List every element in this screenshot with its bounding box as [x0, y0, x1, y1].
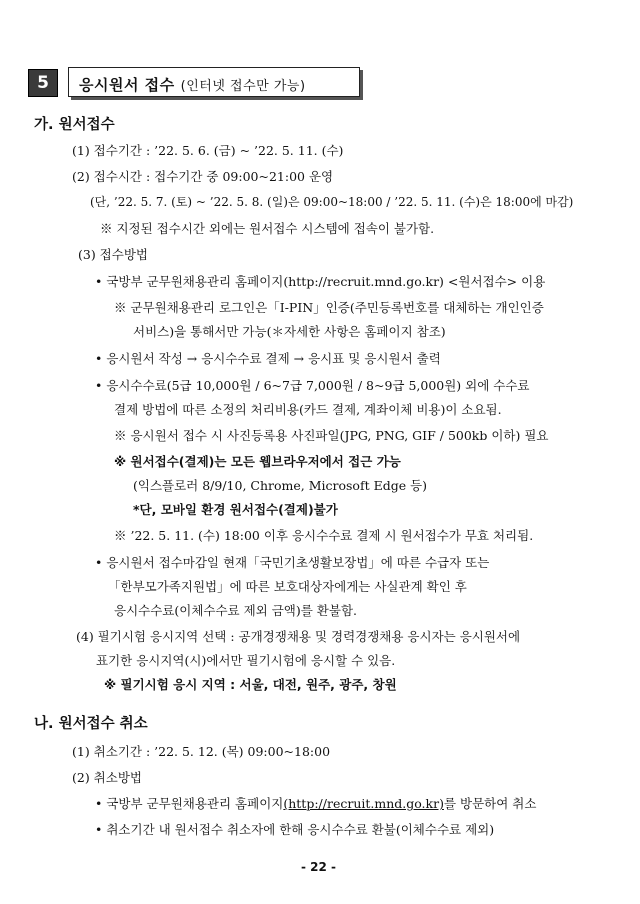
cancel-period: (1) 취소기간 : ’22. 5. 12. (목) 09:00~18:00: [72, 744, 331, 759]
section-header: [28, 66, 361, 99]
reception-hours-exception: (단, ’22. 5. 7. (토) ~ ’22. 5. 8. (일)은 09:00~18:00 / ’22. 5. 11. (수)은 18:00에 마감): [90, 195, 574, 209]
section-title-text: 응시원서 접수: [79, 76, 175, 94]
page-number: - 22 -: [301, 860, 337, 874]
method-steps: • 응시원서 작성 → 응시수수료 결제 → 응시표 및 응시원서 출력: [95, 351, 441, 366]
payment-deadline-note: ※ ’22. 5. 11. (수) 18:00 이후 응시수수료 결제 시 원서접수가 무효 처리됨.: [114, 528, 534, 543]
fee-line-2: 결제 방법에 따른 소정의 처리비용(카드 결제, 계좌이체 비용)이 소요됨.: [114, 402, 502, 417]
photo-note: ※ 응시원서 접수 시 사진등록용 사진파일(JPG, PNG, GIF / 500kb 이하) 필요: [114, 428, 549, 443]
ipin-note-2: 서비스)을 통해서만 가능(＊자세한 사항은 홈페이지 참조): [133, 324, 446, 339]
section-title: [79, 74, 306, 95]
reception-hours-note: ※ 지정된 접수시간 외에는 원서접수 시스템에 접속이 불가함.: [100, 221, 435, 236]
exam-region-line-2: 표기한 응시지역(시)에서만 필기시험에 응시할 수 있음.: [96, 653, 396, 668]
method-homepage: • 국방부 군무원채용관리 홈페이지(http://recruit.mnd.go.kr) <원서접수> 이용: [95, 274, 546, 289]
reception-method-heading: (3) 접수방법: [78, 247, 148, 262]
recruit-homepage-link[interactable]: (http://recruit.mnd.go.kr): [283, 796, 444, 811]
refund-line-1: • 응시원서 접수마감일 현재「국민기초생활보장법」에 따른 수급자 또는: [95, 555, 490, 570]
browser-list: (익스플로러 8/9/10, Chrome, Microsoft Edge 등): [133, 478, 428, 493]
cancel-homepage-text: • 국방부 군무원채용관리 홈페이지: [95, 796, 284, 811]
subsection-title-b: 나. 원서접수 취소: [34, 716, 148, 732]
section-number-badge: 5: [28, 69, 58, 97]
refund-line-3: 응시수수료(이체수수료 제외 금액)를 환불함.: [114, 603, 357, 618]
refund-line-2: 「한부모가족지원법」에 따른 보호대상자에게는 사실관계 확인 후: [108, 579, 467, 594]
section-subtitle: (인터넷 접수만 가능): [180, 79, 306, 94]
exam-region-list: ※ 필기시험 응시 지역 : 서울, 대전, 원주, 광주, 창원: [104, 677, 397, 692]
browser-note: ※ 원서접수(결제)는 모든 웹브라우저에서 접근 가능: [114, 454, 401, 469]
subsection-title-a: 가. 원서접수: [34, 117, 115, 133]
section-title-box: [68, 67, 360, 97]
cancel-homepage: [95, 794, 536, 812]
exam-region-line-1: (4) 필기시험 응시지역 선택 : 공개경쟁채용 및 경력경쟁채용 응시자는 응시원서에: [76, 629, 521, 644]
reception-period: (1) 접수기간 : ’22. 5. 6. (금) ~ ’22. 5. 11. (수): [72, 143, 344, 158]
fee-line-1: • 응시수수료(5급 10,000원 / 6~7급 7,000원 / 8~9급 5,000원) 외에 수수료: [95, 378, 530, 393]
cancel-refund: • 취소기간 내 원서접수 취소자에 한해 응시수수료 환불(이체수수료 제외): [95, 822, 495, 837]
ipin-note-1: ※ 군무원채용관리 로그인은「I-PIN」인증(주민등록번호를 대체하는 개인인증: [114, 300, 544, 315]
cancel-homepage-suffix: 를 방문하여 취소: [443, 796, 537, 811]
reception-hours: (2) 접수시간 : 접수기간 중 09:00~21:00 운영: [72, 169, 334, 184]
mobile-note: *단, 모바일 환경 원서접수(결제)불가: [133, 502, 338, 517]
cancel-method-heading: (2) 취소방법: [72, 770, 142, 785]
